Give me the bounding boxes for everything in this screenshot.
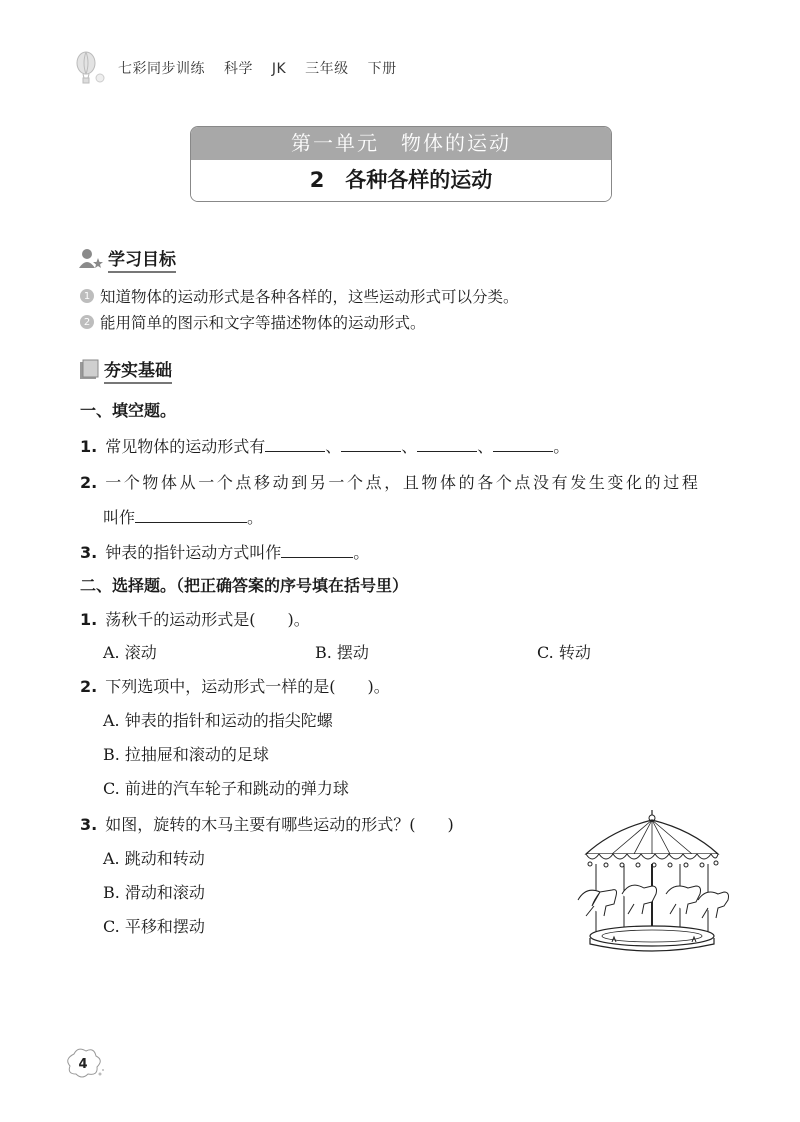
goal-number: 2 [80, 315, 94, 329]
carousel-illustration [572, 808, 732, 958]
goal-text: 能用简单的图示和文字等描述物体的运动形式。 [100, 314, 426, 332]
learner-star-icon [78, 248, 104, 270]
subject: 科学 [223, 61, 253, 77]
separator: 、 [401, 437, 418, 456]
period: 。 [247, 508, 264, 527]
answer-blank[interactable] [417, 435, 477, 452]
option-c[interactable]: C. 前进的汽车轮子和跳动的弹力球 [103, 779, 349, 798]
question-text: 如图，旋转的木马主要有哪些运动的形式？( ) [105, 815, 454, 834]
option-a[interactable]: A. 跳动和转动 [103, 849, 205, 868]
choice-question-3 [80, 812, 454, 835]
edition: JK [271, 61, 287, 77]
question-number: 2. [80, 473, 98, 492]
goal-item-2 [80, 311, 426, 333]
title-box [190, 126, 612, 202]
choice-question-2 [80, 674, 390, 697]
unit-title: 第一单元 物体的运动 [191, 127, 611, 160]
goals-heading [78, 245, 176, 273]
option-b[interactable]: B. 滑动和滚动 [103, 883, 205, 902]
option-c[interactable]: C. 转动 [537, 643, 591, 662]
grade: 三年级 [305, 61, 349, 77]
notebook-icon [78, 359, 100, 381]
goals-heading-label: 学习目标 [108, 245, 176, 273]
balloon-logo-icon [70, 48, 110, 88]
page-number-badge [64, 1046, 104, 1080]
question-number: 1. [80, 610, 98, 629]
page-number: 4 [78, 1057, 88, 1072]
book-name: 七彩同步训练 [118, 61, 205, 77]
question-text: 常见物体的运动形式有 [105, 437, 266, 456]
answer-blank[interactable] [135, 506, 247, 523]
period: 。 [553, 437, 570, 456]
basics-heading-label: 夯实基础 [104, 356, 172, 384]
part1-title: 一、填空题。 [80, 401, 177, 420]
basics-heading [78, 356, 172, 384]
option-b[interactable]: B. 拉抽屉和滚动的足球 [103, 745, 269, 764]
fill-question-2 [80, 470, 700, 493]
fill-question-1 [80, 434, 569, 457]
question-text: 下列选项中，运动形式一样的是( )。 [105, 677, 390, 696]
option-a[interactable]: A. 钟表的指针和运动的指尖陀螺 [103, 711, 333, 730]
question-number: 2. [80, 677, 98, 696]
goal-text: 知道物体的运动形式是各种各样的，这些运动形式可以分类。 [100, 288, 519, 306]
goal-number: 1 [80, 289, 94, 303]
choice-question-1 [80, 607, 310, 630]
fill-question-2-cont [103, 505, 263, 528]
fill-question-3 [80, 540, 369, 563]
answer-blank[interactable] [493, 435, 553, 452]
answer-blank[interactable] [341, 435, 401, 452]
question-text: 钟表的指针运动方式叫作 [105, 543, 282, 562]
volume: 下册 [367, 61, 397, 77]
option-c[interactable]: C. 平移和摆动 [103, 917, 205, 936]
period: 。 [353, 543, 370, 562]
separator: 、 [477, 437, 494, 456]
question-number: 3. [80, 815, 98, 834]
part2-title: 二、选择题。（把正确答案的序号填在括号里） [80, 576, 409, 595]
question-number: 3. [80, 543, 98, 562]
answer-blank[interactable] [281, 541, 353, 558]
separator: 、 [325, 437, 342, 456]
option-a[interactable]: A. 滚动 [103, 643, 157, 662]
question-number: 1. [80, 437, 98, 456]
page-header [70, 48, 411, 88]
option-b[interactable]: B. 摆动 [315, 643, 369, 662]
lesson-title: 2 各种各样的运动 [191, 160, 611, 201]
header-text [118, 58, 411, 78]
question-text-cont: 叫作 [103, 508, 136, 527]
question-text: 荡秋千的运动形式是( )。 [105, 610, 310, 629]
answer-blank[interactable] [265, 435, 325, 452]
question-text: 一个物体从一个点移动到另一个点，且物体的各个点没有发生变化的过程 [105, 473, 701, 492]
goal-item-1 [80, 285, 519, 307]
